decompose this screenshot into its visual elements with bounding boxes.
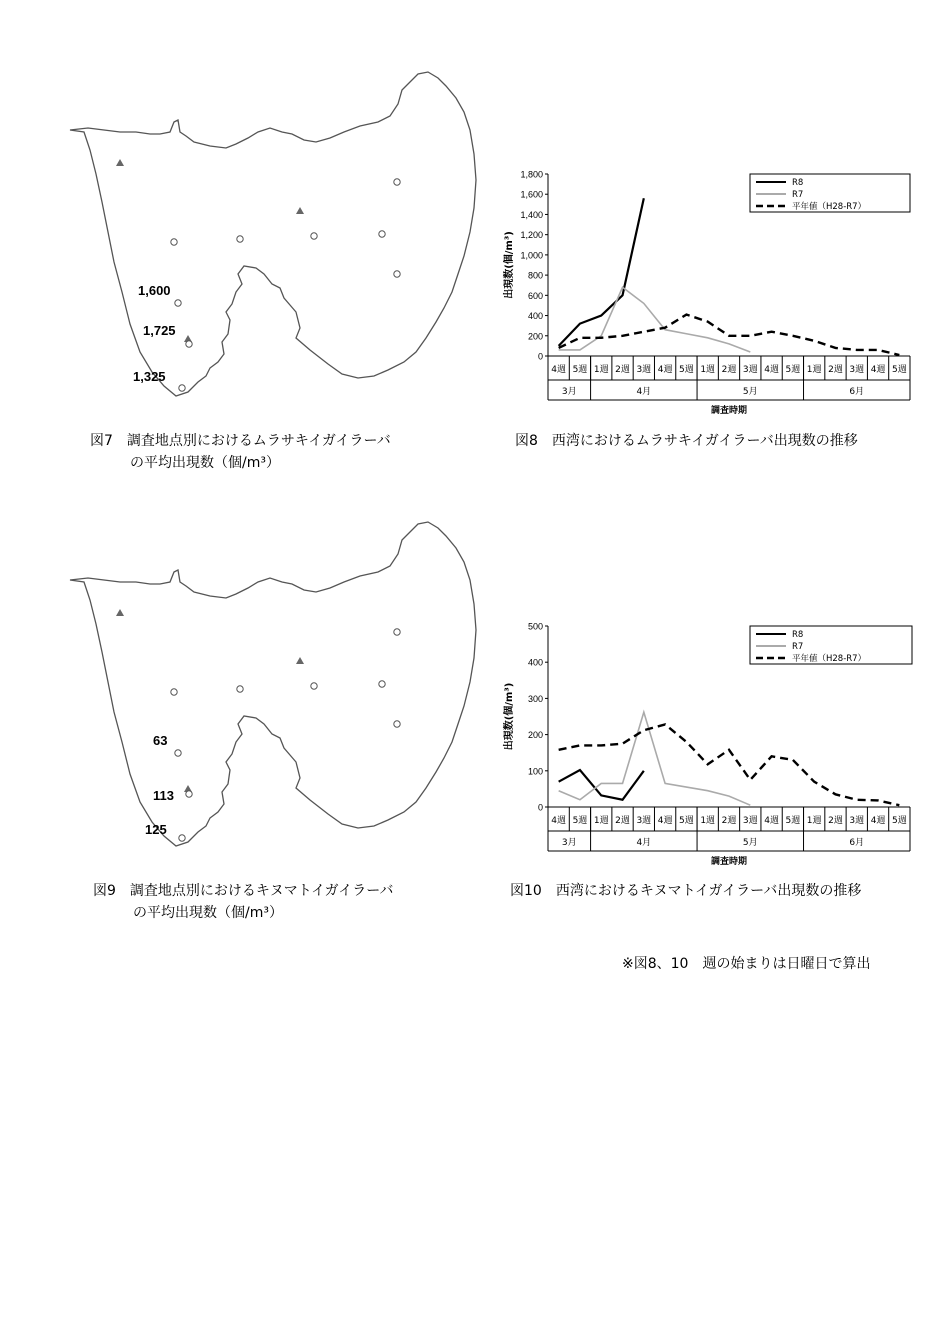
- x-axis-title: 調査時期: [710, 857, 748, 867]
- series-line-R7: [559, 712, 751, 805]
- station-circle-icon: [311, 683, 317, 689]
- chart-fig10: [492, 616, 922, 871]
- month-label: 4月: [636, 387, 652, 397]
- map-value-label: 1,725: [143, 323, 176, 338]
- triangle-marker-icon: [116, 609, 124, 616]
- month-label: 6月: [849, 838, 865, 848]
- legend-label: R7: [792, 190, 804, 200]
- x-tick-label: 2週: [828, 816, 843, 826]
- x-tick-label: 5週: [679, 816, 694, 826]
- map-value-label: 113: [153, 788, 174, 803]
- y-axis-title: 出現数(個/m³): [504, 231, 515, 299]
- chart-fig8: [492, 166, 922, 426]
- x-tick-label: 4週: [764, 365, 779, 375]
- x-tick-label: 1週: [806, 816, 822, 826]
- line-chart-kinumato: [492, 616, 922, 871]
- x-tick-label: 5週: [572, 816, 588, 826]
- caption-line: 図7 調査地点別におけるムラサキイガイラーバ: [90, 433, 391, 449]
- bay-outline-map: [60, 512, 490, 872]
- x-tick-label: 3週: [636, 816, 652, 826]
- x-tick-label: 1週: [700, 816, 716, 826]
- figure-caption: 図10 西湾におけるキヌマトイガイラーバ出現数の推移: [510, 883, 862, 899]
- figure-caption: [93, 880, 394, 924]
- station-circle-icon: [394, 629, 400, 635]
- month-label: 3月: [561, 387, 577, 397]
- x-tick-label: 2週: [721, 365, 737, 375]
- triangle-marker-icon: [296, 657, 304, 664]
- legend-label: R7: [792, 642, 804, 652]
- x-tick-label: 1週: [806, 365, 822, 375]
- x-tick-label: 5週: [785, 816, 801, 826]
- map-fig9: [60, 512, 490, 872]
- x-tick-label: 5週: [785, 365, 801, 375]
- station-circle-icon: [237, 236, 243, 242]
- y-tick-label: 1,400: [520, 209, 543, 220]
- station-circle-icon: [379, 231, 385, 237]
- x-tick-label: 4週: [870, 365, 886, 375]
- y-tick-label: 400: [527, 657, 543, 668]
- series-line-R7: [559, 287, 751, 352]
- y-tick-label: 0: [537, 351, 543, 362]
- station-circle-icon: [171, 689, 177, 695]
- bay-coastline: [70, 522, 476, 846]
- x-tick-label: 5週: [572, 365, 588, 375]
- legend-label: 平年値（H28-R7）: [792, 202, 867, 212]
- station-circle-icon: [179, 835, 185, 841]
- x-tick-label: 4週: [870, 816, 886, 826]
- caption-line: の平均出現数（個/m³）: [130, 455, 280, 471]
- map-fig7: [60, 62, 490, 422]
- legend-label: R8: [792, 178, 804, 188]
- y-tick-label: 0: [537, 802, 543, 813]
- station-circle-icon: [379, 681, 385, 687]
- map-value-label: 1,600: [138, 283, 171, 298]
- x-tick-label: 5週: [679, 365, 694, 375]
- y-tick-label: 100: [527, 766, 543, 777]
- x-tick-label: 4週: [551, 365, 567, 375]
- month-label: 5月: [742, 387, 758, 397]
- x-tick-label: 4週: [764, 816, 779, 826]
- x-tick-label: 3週: [849, 365, 865, 375]
- month-label: 5月: [742, 838, 758, 848]
- x-tick-label: 1週: [700, 365, 716, 375]
- station-circle-icon: [171, 239, 177, 245]
- x-tick-label: 5週: [891, 365, 907, 375]
- month-label: 4月: [636, 838, 652, 848]
- x-axis-title: 調査時期: [710, 406, 748, 416]
- month-label: 6月: [849, 387, 865, 397]
- x-tick-label: 3週: [849, 816, 865, 826]
- series-line-R8: [559, 198, 644, 346]
- y-tick-label: 300: [527, 693, 543, 704]
- figure-caption: [90, 430, 391, 474]
- y-tick-label: 800: [527, 270, 543, 281]
- footnote: ※図8、10 週の始まりは日曜日で算出: [622, 956, 871, 972]
- y-axis-title: 出現数(個/m³): [504, 682, 515, 751]
- station-circle-icon: [186, 341, 192, 347]
- y-tick-label: 400: [527, 311, 543, 322]
- x-tick-label: 2週: [615, 816, 630, 826]
- station-circle-icon: [311, 233, 317, 239]
- triangle-marker-icon: [296, 207, 304, 214]
- y-tick-label: 1,200: [520, 230, 543, 241]
- x-tick-label: 4週: [657, 816, 673, 826]
- x-tick-label: 2週: [721, 816, 737, 826]
- station-circle-icon: [394, 179, 400, 185]
- triangle-marker-icon: [116, 159, 124, 166]
- station-circle-icon: [237, 686, 243, 692]
- station-circle-icon: [175, 300, 181, 306]
- x-tick-label: 2週: [828, 365, 843, 375]
- y-tick-label: 200: [527, 331, 543, 342]
- caption-line: 図9 調査地点別におけるキヌマトイガイラーバ: [93, 883, 394, 899]
- x-tick-label: 3週: [742, 816, 758, 826]
- x-tick-label: 4週: [657, 365, 673, 375]
- x-tick-label: 5週: [891, 816, 907, 826]
- bay-outline-map: [60, 62, 490, 422]
- y-tick-label: 600: [527, 290, 543, 301]
- x-tick-label: 2週: [615, 365, 630, 375]
- legend-label: R8: [792, 630, 804, 640]
- month-label: 3月: [561, 838, 577, 848]
- series-line-平年値（H28-R7）: [559, 315, 900, 355]
- station-circle-icon: [186, 791, 192, 797]
- caption-line: の平均出現数（個/m³）: [133, 905, 283, 921]
- y-tick-label: 1,600: [520, 189, 543, 200]
- station-circle-icon: [394, 721, 400, 727]
- x-tick-label: 1週: [593, 365, 609, 375]
- y-tick-label: 500: [527, 621, 543, 632]
- x-tick-label: 1週: [593, 816, 609, 826]
- line-chart-muraski: [492, 166, 922, 426]
- map-value-label: 1,325: [133, 369, 166, 384]
- y-tick-label: 1,000: [520, 250, 543, 261]
- x-tick-label: 3週: [742, 365, 758, 375]
- bay-coastline: [70, 72, 476, 396]
- map-value-label: 125: [145, 822, 167, 837]
- station-circle-icon: [175, 750, 181, 756]
- y-tick-label: 200: [527, 730, 543, 741]
- figure-caption: 図8 西湾におけるムラサキイガイラーバ出現数の推移: [515, 433, 858, 449]
- series-line-平年値（H28-R7）: [559, 724, 900, 805]
- y-tick-label: 1,800: [520, 169, 543, 180]
- legend-label: 平年値（H28-R7）: [792, 654, 867, 664]
- x-tick-label: 4週: [551, 816, 567, 826]
- station-circle-icon: [179, 385, 185, 391]
- map-value-label: 63: [153, 733, 168, 748]
- station-circle-icon: [394, 271, 400, 277]
- x-tick-label: 3週: [636, 365, 652, 375]
